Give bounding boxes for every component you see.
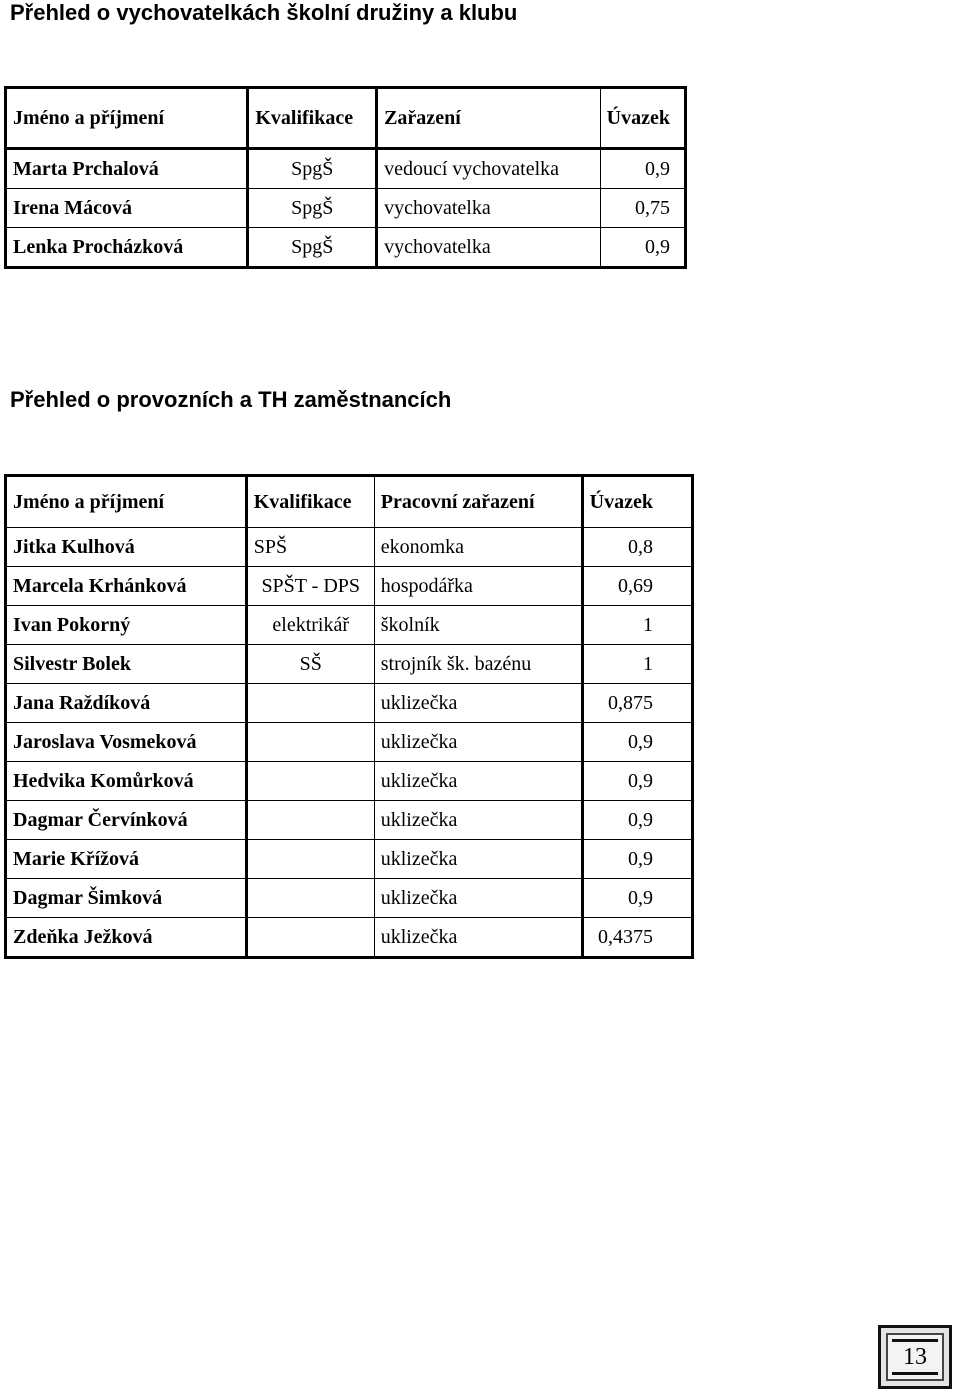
cell-qualification: SŠ bbox=[246, 645, 374, 684]
cell-name: Jana Raždíková bbox=[6, 684, 247, 723]
cell-workload: 0,9 bbox=[582, 762, 692, 801]
cell-position: uklizečka bbox=[374, 918, 582, 958]
column-header-qualification: Kvalifikace bbox=[248, 88, 377, 149]
cell-position: školník bbox=[374, 606, 582, 645]
cell-name: Dagmar Šimková bbox=[6, 879, 247, 918]
cell-qualification: SpgŠ bbox=[248, 149, 377, 189]
cell-workload: 0,75 bbox=[600, 189, 685, 228]
column-header-position: Zařazení bbox=[377, 88, 601, 149]
cell-position: uklizečka bbox=[374, 762, 582, 801]
table-row bbox=[6, 189, 686, 228]
staff-table bbox=[4, 474, 694, 959]
educators-table bbox=[4, 86, 687, 269]
cell-workload: 0,69 bbox=[582, 567, 692, 606]
table-row bbox=[6, 228, 686, 268]
section1-title: Přehled o vychovatelkách školní družiny a klubu bbox=[10, 0, 518, 25]
column-header-qualification: Kvalifikace bbox=[246, 476, 374, 528]
cell-name: Marie Křížová bbox=[6, 840, 247, 879]
cell-position: uklizečka bbox=[374, 723, 582, 762]
cell-workload: 0,4375 bbox=[582, 918, 692, 958]
cell-position: uklizečka bbox=[374, 840, 582, 879]
table-row bbox=[6, 879, 693, 918]
cell-qualification bbox=[246, 723, 374, 762]
cell-qualification bbox=[246, 840, 374, 879]
cell-workload: 1 bbox=[582, 606, 692, 645]
cell-qualification: elektrikář bbox=[246, 606, 374, 645]
cell-qualification: SpgŠ bbox=[248, 189, 377, 228]
cell-workload: 0,9 bbox=[582, 801, 692, 840]
cell-name: Irena Mácová bbox=[6, 189, 248, 228]
section2-title: Přehled o provozních a TH zaměstnancích bbox=[10, 387, 452, 412]
cell-name: Hedvika Komůrková bbox=[6, 762, 247, 801]
table-row bbox=[6, 918, 693, 958]
table-row bbox=[6, 149, 686, 189]
cell-name: Zdeňka Ježková bbox=[6, 918, 247, 958]
cell-position: uklizečka bbox=[374, 801, 582, 840]
cell-qualification: SPŠ bbox=[246, 528, 374, 567]
cell-workload: 0,9 bbox=[582, 879, 692, 918]
cell-position: strojník šk. bazénu bbox=[374, 645, 582, 684]
table-row bbox=[6, 684, 693, 723]
cell-position: hospodářka bbox=[374, 567, 582, 606]
table-row bbox=[6, 606, 693, 645]
cell-position: vychovatelka bbox=[377, 189, 601, 228]
cell-name: Ivan Pokorný bbox=[6, 606, 247, 645]
table-row bbox=[6, 723, 693, 762]
table-row bbox=[6, 762, 693, 801]
cell-position: vychovatelka bbox=[377, 228, 601, 268]
table-header-row bbox=[6, 476, 693, 528]
cell-qualification: SPŠT - DPS bbox=[246, 567, 374, 606]
table-row bbox=[6, 528, 693, 567]
table-row bbox=[6, 567, 693, 606]
page-number-box bbox=[878, 1325, 952, 1389]
cell-workload: 0,9 bbox=[600, 149, 685, 189]
table-row bbox=[6, 840, 693, 879]
column-header-workload: Úvazek bbox=[600, 88, 685, 149]
column-header-position: Pracovní zařazení bbox=[374, 476, 582, 528]
cell-name: Dagmar Červínková bbox=[6, 801, 247, 840]
column-header-name: Jméno a příjmení bbox=[6, 476, 247, 528]
cell-workload: 0,875 bbox=[582, 684, 692, 723]
cell-qualification bbox=[246, 684, 374, 723]
cell-position: ekonomka bbox=[374, 528, 582, 567]
cell-name: Jitka Kulhová bbox=[6, 528, 247, 567]
table-header-row bbox=[6, 88, 686, 149]
cell-qualification bbox=[246, 801, 374, 840]
cell-name: Marta Prchalová bbox=[6, 149, 248, 189]
cell-qualification bbox=[246, 879, 374, 918]
cell-workload: 0,9 bbox=[582, 840, 692, 879]
table-row bbox=[6, 801, 693, 840]
column-header-name: Jméno a příjmení bbox=[6, 88, 248, 149]
cell-name: Silvestr Bolek bbox=[6, 645, 247, 684]
cell-qualification: SpgŠ bbox=[248, 228, 377, 268]
column-header-workload: Úvazek bbox=[582, 476, 692, 528]
page-number: 13 bbox=[886, 1333, 944, 1381]
cell-name: Jaroslava Vosmeková bbox=[6, 723, 247, 762]
cell-position: uklizečka bbox=[374, 879, 582, 918]
cell-workload: 0,8 bbox=[582, 528, 692, 567]
table-row bbox=[6, 645, 693, 684]
cell-name: Marcela Krhánková bbox=[6, 567, 247, 606]
cell-workload: 1 bbox=[582, 645, 692, 684]
cell-qualification bbox=[246, 918, 374, 958]
cell-name: Lenka Procházková bbox=[6, 228, 248, 268]
cell-workload: 0,9 bbox=[582, 723, 692, 762]
cell-position: vedoucí vychovatelka bbox=[377, 149, 601, 189]
cell-workload: 0,9 bbox=[600, 228, 685, 268]
cell-qualification bbox=[246, 762, 374, 801]
cell-position: uklizečka bbox=[374, 684, 582, 723]
